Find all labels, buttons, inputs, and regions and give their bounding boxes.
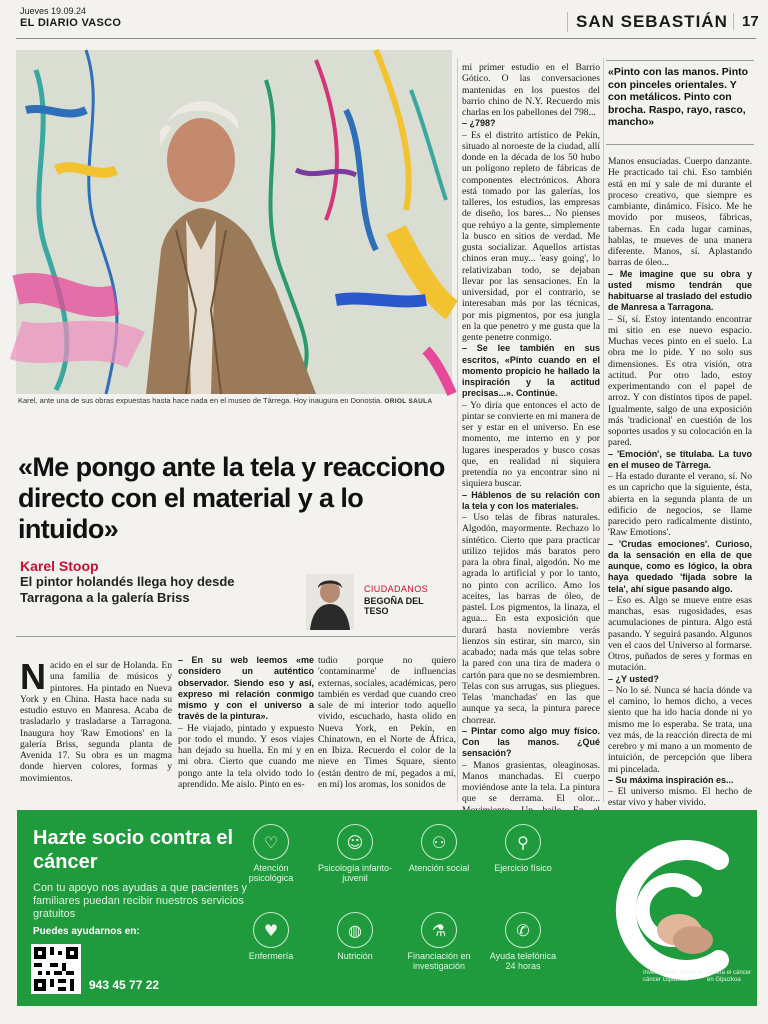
heart-icon: ♡ [253,824,289,860]
answer: – No lo sé. Nunca sé hacia dónde va el camino, lo hemos dicho, a veces siento que ha ido hacia donde ni yo mismo me lo esperaba. Se trata, una vez más, de la reacción directa de mi cerebro y mi mano a un momento de intuición, de percepción que libera mi pincelada. [608,684,752,775]
answer: – Eso es. Algo se mueve entre esas manchas, esas rugosidades, esas acumulaciones de pintura. Algo está pasando. Y seguirá pasando. Algunos ven el caos del Universo al formarse. Otros, puñados de seres y formas en mutación. [608,594,752,674]
ad-title: Hazte socio contra el cáncer [33,827,234,873]
question: – Háblenos de su relación con la tela y con los materiales. [462,489,600,511]
answer: tudio porque no quiero 'contaminarme' de influencias externas, sociales, académicas, pero también es verdad que cuando creo sale de mi interior todo aquello vivido, escuchado, hasta olido en Nueva York, en Pekín, en Chinatown, en el Norte de África, en Ibiza. Recuerdo el color de la nieve en Times Square, siento (están dentro de mí, pegados a mí, en mí) los aromas, los sonidos de [318,655,456,790]
child-icon: ☺ [337,824,373,860]
question: – Su máxima inspiración es... [608,774,734,785]
article-lead [20,656,172,800]
header-rule [16,38,756,39]
service-label: Ayuda telefónica 24 horas [489,951,557,971]
service-label: Atención social [408,863,470,873]
ad-phone-number: 943 45 77 22 [89,978,160,992]
nutrition-icon: ◍ [337,912,373,948]
author-section-label: CIUDADANOS [364,584,429,594]
answer: – Sí, sí. Estoy intentando encontrar mi sitio en ese nuevo espacio. Muchas veces pinto en el suelo. La obra me lo pide. Y no solo sus dimensiones. Es otra visión, otra actitud. Por otro lado, estoy experimentando con el papel de arroz. Y con distintos tipos de papel. Igualmente, salgo de una exposición más 'tradicional' en cuestión de los soportes usados y su colocación en la pared. [608,313,752,449]
service-label: Ejercicio físico [494,863,552,873]
service-label: Nutrición [337,951,373,961]
question: – 'Crudas emociones'. Curioso, da la sensación en ella de que aunque, como es lógico, la obra haya quedado 'fijada sobre la tela', ahí sigue pasando algo. [608,538,752,594]
answer: – He viajado, pintado y expuesto por todo el mundo. Y esos viajes han dejado su huella. En mí y en mi obra. Cierto que cuando me pongo ante la tela olvido todo lo aprendido. Me aíslo. Pinto en es- [178,722,314,790]
pullquote-rule [606,60,754,61]
interviewee-name: Karel Stoop [20,558,99,574]
service-label: Financiación en investigación [407,951,471,971]
author-name: BEGOÑA DEL TESO [364,596,424,616]
answer: – Yo diría que entonces el acto de pintar se convierte en mi manera de ser y estar en el universo. En ese momento, me interno en y por lugares inesperados y busco cosas que, en realidad ni siquiera pretendía no ya encontrar sino ni siquiera buscar. [462,399,600,490]
article-column-2 [178,655,314,800]
answer: – Es el distrito artístico de Pekín, situado al noroeste de la ciudad, allí donde en la década de los 50 hubo un polígono repleto de fábricas de componentes electrónicos. Ahora está tomado por las galerías, los talleres, los estudios, las empresas de diseño, los bares... No pienses que rehúyo a la gente, simplemente la busco en sitios de verdad. Me gusta socializar. Aquellos artistas chinos eran muy... 'easy going', lo relativizaban todo, se dejaban llevar por las sensaciones. En la universidad, por el contrario, se interesaban más por las técnicas, por mis pigmentos, por esa jungla en la que penetro y me gusta que la gente penetre conmigo. [462,129,600,343]
article-headline: «Me pongo ante la tela y reacciono directo con el material y a lo intuido» [18,452,445,544]
caption-text: Karel, ante una de sus obras expuestas hasta hace nada en el museo de Tàrrega. Hoy inaugura en Donostia. [18,396,383,405]
service-item [317,912,393,961]
section-title: SAN SEBASTIÁN [567,12,728,32]
question: – En su web leemos «me considero un auténtico observador. Siendo eso y así, expreso mi relación conmigo mismo y con el universo a través de la pintura». [178,655,314,722]
service-item [485,912,561,971]
logo-caption: Contra el cáncer en Gipuzkoa [707,970,752,983]
main-photo [16,50,452,394]
service-item [233,912,309,961]
dropcap: N [20,656,46,697]
service-label: Enfermería [248,951,294,961]
article-column-3 [318,655,456,800]
service-item [317,824,393,883]
article-subtitle: El pintor holandés llega hoy desde Tarragona a la galería Briss [20,574,235,605]
service-item [485,824,561,873]
exercise-icon: ⚲ [505,824,541,860]
ad-text: Con tu apoyo nos ayudas a que pacientes y familiares puedan recibir nuestros servicios gratuitos [33,882,248,920]
question: – ¿Y usted? [608,673,659,684]
research-icon: ⚗ [421,912,457,948]
service-label: Atención psicológica [248,863,294,883]
article-column-5 [608,156,752,809]
answer: – Manos grasientas, oleaginosas. Manos manchadas. El cuerpo moviéndose ante la tela. La pintura que se derrama. El olor... [462,759,600,805]
qr-code [31,944,81,994]
question: – Se lee también en sus escritos, «Pinto cuando en el momento propicio he hallado la inspiración y la actitud precisas...». Continúe. [462,343,600,399]
column-separator [603,58,604,802]
logo-caption: Investigación contra el cáncer Gipuzkoa [643,970,703,983]
author-avatar [306,574,354,630]
cancer-association-ad [17,810,757,1006]
answer: – Ha estado durante el verano, sí. No es un capricho que la siguiente, ésta, abierta en la segunda planta de un edificio de negocios, se llame parecido pero radicalmente distinto, 'Raw Emotions'. [608,471,752,539]
answer: Manos ensuciadas. Cuerpo danzante. He practicado tai chi. Eso también está en mí y sale de mí durante el proceso creativo, que siempre es cambiante, dinámico. Físico. Me he movido por museos, fábricas, tabernas. En cada lugar caminas, hablas, te mueves de una manera diferente. Manos, sí. Aplastando barras de óleo... [608,156,752,269]
pullquote-rule [606,144,754,145]
divider [16,636,456,637]
service-item [401,824,477,873]
phone-icon: ✆ [505,912,541,948]
question: – 'Emoción', se titulaba. La tuvo en el museo de Tàrrega. [608,448,752,470]
answer: – Uso telas de fibras naturales. Algodón, mayormente. Rechazo lo sintético. Cierto que para practicar utilizo tejidos más baratos pero para la obra final, algodón. No me agrada lo artificial y por lo tanto, no pinto con acrílico. Amo los aceites, las barras de óleo, de pastel. Los pigmentos, la linaza, el agua... En esta exposición que durará hasta noviembre verás lienzos sin estirar, sin marco, sin acabado; nada más que telas sobre la pared con una tira de madera o cartón para que no se desmiembren. Telas con sus arrugas, sus pliegues. Telas 'manchadas' en las que aunque ya seca, la pintura parece chorrear. [462,512,600,726]
nursing-icon: ♥ [253,912,289,948]
column-separator [457,58,458,802]
pullquote: «Pinto con las manos. Pinto con pinceles orientales. Y con metálicos. Pinto con brocha. Raspo, rayo, rasco, mancho» [608,66,749,128]
newspaper-name: EL DIARIO VASCO [20,17,122,29]
service-item [401,912,477,971]
answer: – El universo mismo. El hecho de estar vivo y haber vivido. [608,786,752,809]
question: – ¿798? [462,118,496,129]
social-icon: ⚇ [421,824,457,860]
lead-text: acido en el sur de Holanda. En una familia de músicos y pintores. Ha pintado en Nueva York y en China. Hasta hace nada su estudio estuvo en Manresa. Acaba de trasladarlo y trasladarse a Tarragona. Inaugura hoy 'Raw Emotions' en la galería Briss, segunda planta de Avenida 17. Su obra es un magma donde hierven colores, formas y movimientos. [20,660,172,784]
photo-credit: ORIOL SAULA [384,398,433,405]
article-column-4 [462,62,600,805]
issue-date: Jueves 19.09.24 [20,6,87,16]
question: – Me imagine que su obra y usted mismo tendrán que habituarse al traslado del estudio de Manresa a Tarragona. [608,268,752,313]
service-label: Psicología infanto-juvenil [317,863,393,883]
photo-caption [18,396,454,405]
question: – Pintar como algo muy físico. Con las manos. ¿Qué sensación? [462,725,600,759]
page-number: 17 [733,13,759,30]
ad-help-label: Puedes ayudarnos en: [33,926,140,937]
answer: mi primer estudio en el Barrio Gótico. O las conversaciones mantenidas en los puestos del barrio chino de N.Y. Recuerdo mis charlas en los pabellones del 798... [462,62,600,118]
service-item [233,824,309,883]
